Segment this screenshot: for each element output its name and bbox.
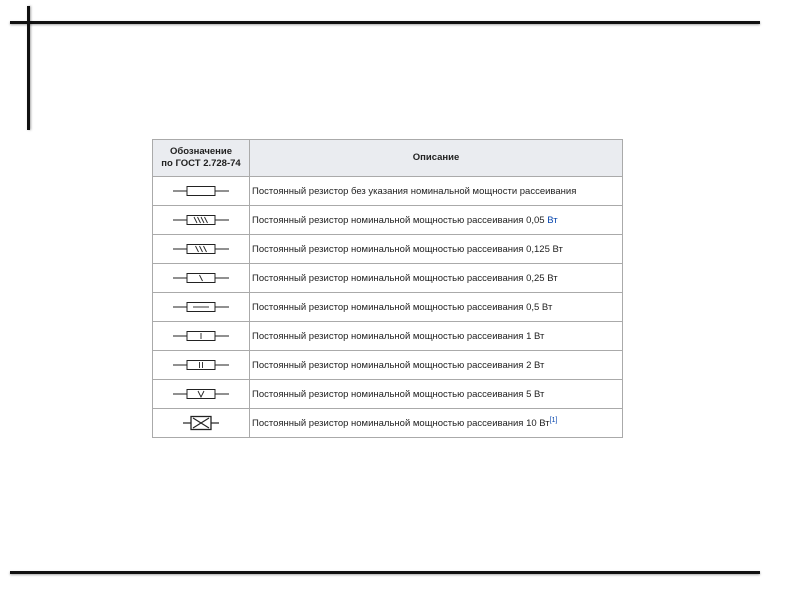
table-row	[153, 264, 623, 293]
symbol-cell	[153, 206, 250, 235]
description-cell: Постоянный резистор без указания номинальной мощности рассеивания	[250, 177, 623, 206]
header-symbol-line2: по ГОСТ 2.728-74	[161, 158, 241, 169]
symbol-cell	[153, 409, 250, 438]
header-symbol-line1: Обозначение	[169, 146, 233, 157]
resistor-10w-icon	[171, 414, 231, 432]
unit-link[interactable]: Вт	[547, 214, 558, 226]
description-cell: Постоянный резистор номинальной мощностью рассеивания 1 Вт	[250, 322, 623, 351]
table-row	[153, 235, 623, 264]
header-description: Описание	[250, 140, 623, 177]
table-row	[153, 293, 623, 322]
symbol-cell	[153, 351, 250, 380]
table-header-row	[153, 140, 623, 177]
bottom-rule	[10, 571, 760, 574]
header-symbol	[153, 140, 250, 177]
symbol-cell	[153, 293, 250, 322]
symbol-cell	[153, 322, 250, 351]
resistor-0-125w-icon	[171, 242, 231, 256]
resistor-symbol-table	[152, 139, 623, 438]
table-row	[153, 380, 623, 409]
description-cell: Постоянный резистор номинальной мощностью рассеивания 0,25 Вт	[250, 264, 623, 293]
resistor-5w-icon	[171, 387, 231, 401]
table-row	[153, 351, 623, 380]
description-cell: Постоянный резистор номинальной мощностью рассеивания 5 Вт	[250, 380, 623, 409]
description-text: Постоянный резистор номинальной мощностью рассеивания 10 Вт	[252, 417, 550, 429]
description-cell: Постоянный резистор номинальной мощностью рассеивания 2 Вт	[250, 351, 623, 380]
top-rule	[10, 21, 760, 24]
description-text: Постоянный резистор номинальной мощностью рассеивания 0,05	[252, 214, 548, 226]
description-cell	[250, 206, 623, 235]
table-row	[153, 322, 623, 351]
left-vertical-rule	[27, 6, 30, 130]
table-row	[153, 409, 623, 438]
description-cell	[250, 409, 623, 438]
reference-link[interactable]: [1]	[549, 416, 558, 424]
description-cell: Постоянный резистор номинальной мощностью рассеивания 0,5 Вт	[250, 293, 623, 322]
symbol-cell	[153, 264, 250, 293]
resistor-0-25w-icon	[171, 271, 231, 285]
table-row	[153, 206, 623, 235]
resistor-0-5w-icon	[171, 300, 231, 314]
table-row	[153, 177, 623, 206]
resistor-2w-icon	[171, 358, 231, 372]
resistor-0-05w-icon	[171, 213, 231, 227]
symbol-cell	[153, 235, 250, 264]
symbol-cell	[153, 177, 250, 206]
resistor-no-rating-icon	[171, 184, 231, 198]
symbol-cell	[153, 380, 250, 409]
resistor-1w-icon	[171, 329, 231, 343]
description-cell: Постоянный резистор номинальной мощностью рассеивания 0,125 Вт	[250, 235, 623, 264]
